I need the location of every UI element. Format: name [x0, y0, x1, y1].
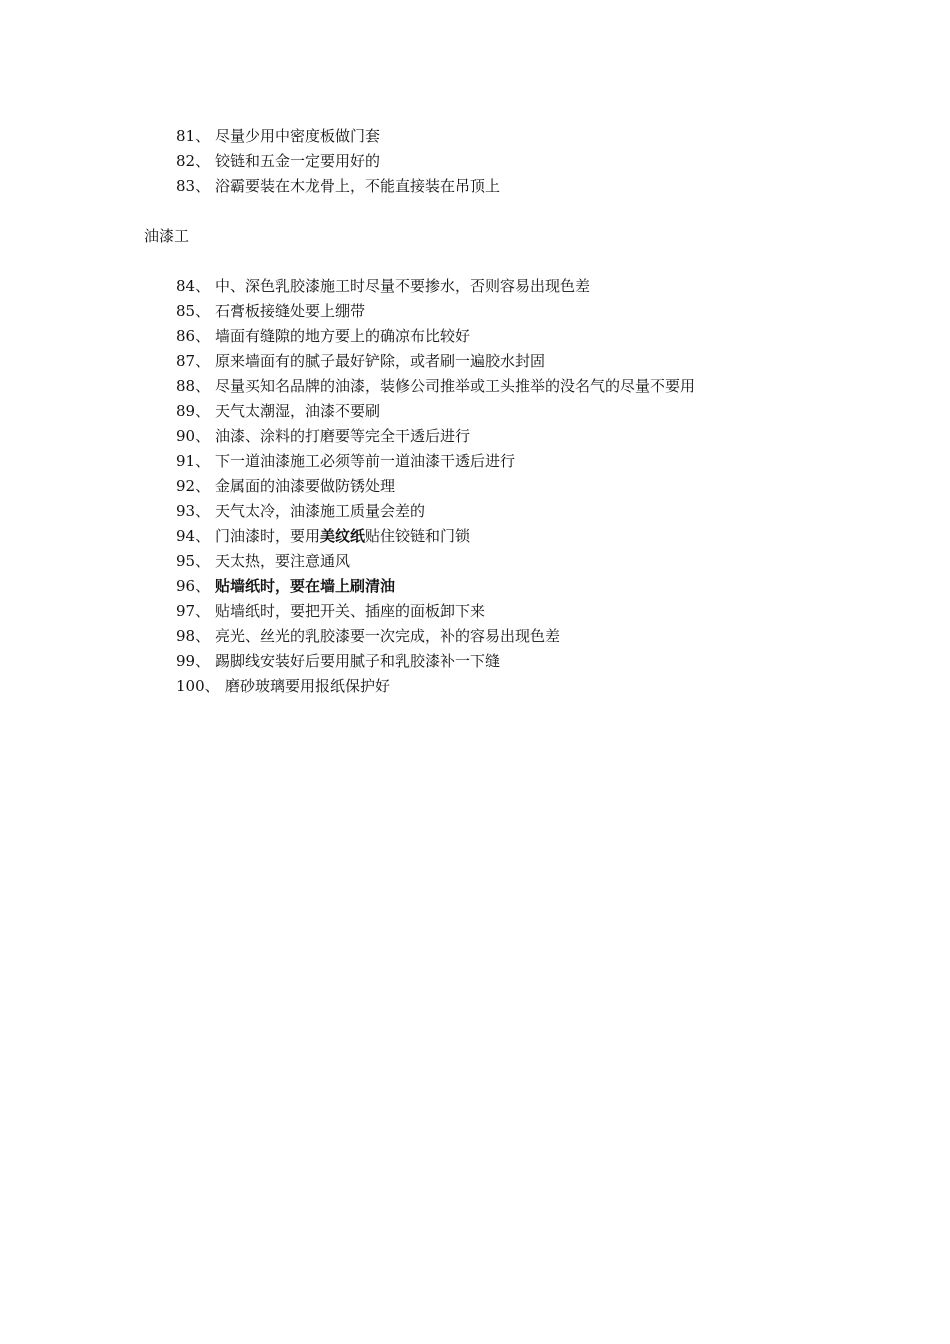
list-item [0, 499, 950, 524]
item-text: 墙面有缝隙的地方要上的确凉布比较好 [215, 327, 471, 345]
item-number: 98、 [176, 627, 211, 645]
item-text-bold: 美纹纸 [320, 527, 366, 545]
list-item [0, 424, 950, 449]
item-number: 94、 [176, 527, 211, 545]
list-item [0, 299, 950, 324]
item-text: 尽量少用中密度板做门套 [215, 127, 381, 145]
item-text: 中、深色乳胶漆施工时尽量不要掺水，否则容易出现色差 [215, 277, 591, 295]
list-item [0, 649, 950, 674]
item-number: 83、 [176, 177, 211, 195]
item-number: 96、 [176, 577, 211, 595]
item-number: 87、 [176, 352, 211, 370]
list-item [0, 599, 950, 624]
item-text: 浴霸要装在木龙骨上，不能直接装在吊顶上 [215, 177, 501, 195]
item-number: 99、 [176, 652, 211, 670]
item-number: 89、 [176, 402, 211, 420]
list-item [0, 574, 950, 599]
item-number: 88、 [176, 377, 211, 395]
list-item [0, 324, 950, 349]
item-text-part: 贴住铰链和门锁 [365, 527, 471, 545]
item-number: 92、 [176, 477, 211, 495]
tips-list-painting [0, 274, 950, 699]
list-item [0, 474, 950, 499]
item-number: 91、 [176, 452, 211, 470]
item-text: 天太热，要注意通风 [215, 552, 351, 570]
item-text [215, 524, 470, 549]
item-text: 铰链和五金一定要用好的 [215, 152, 381, 170]
list-item [0, 399, 950, 424]
item-number: 97、 [176, 602, 211, 620]
item-number: 90、 [176, 427, 211, 445]
item-text: 原来墙面有的腻子最好铲除，或者刷一遍胶水封固 [215, 352, 546, 370]
list-item [0, 174, 950, 199]
item-text: 石膏板接缝处要上绷带 [215, 302, 366, 320]
list-item [0, 349, 950, 374]
item-text: 金属面的油漆要做防锈处理 [215, 477, 396, 495]
item-text: 油漆、涂料的打磨要等完全干透后进行 [215, 427, 471, 445]
item-number: 85、 [176, 302, 211, 320]
tips-list-carpentry [0, 124, 950, 199]
item-number: 100、 [176, 677, 220, 695]
item-number: 95、 [176, 552, 211, 570]
item-text: 下一道油漆施工必须等前一道油漆干透后进行 [215, 452, 516, 470]
list-item [0, 449, 950, 474]
item-number: 81、 [176, 127, 211, 145]
item-text: 磨砂玻璃要用报纸保护好 [225, 677, 391, 695]
list-item [0, 149, 950, 174]
item-text: 踢脚线安装好后要用腻子和乳胶漆补一下缝 [215, 652, 501, 670]
item-number: 84、 [176, 277, 211, 295]
item-text: 亮光、丝光的乳胶漆要一次完成，补的容易出现色差 [215, 627, 561, 645]
item-text: 贴墙纸时，要把开关、插座的面板卸下来 [215, 602, 486, 620]
list-item [0, 374, 950, 399]
list-item [0, 674, 950, 699]
item-number: 93、 [176, 502, 211, 520]
item-text: 天气太冷，油漆施工质量会差的 [215, 502, 426, 520]
item-text: 天气太潮湿，油漆不要刷 [215, 402, 381, 420]
list-item [0, 549, 950, 574]
item-text-part: 门油漆时，要用 [215, 527, 321, 545]
list-item [0, 524, 950, 549]
list-item [0, 624, 950, 649]
item-text: 尽量买知名品牌的油漆，装修公司推举或工头推举的没名气的尽量不要用 [215, 377, 696, 395]
item-number: 86、 [176, 327, 211, 345]
list-item [0, 274, 950, 299]
item-text-bold: 贴墙纸时，要在墙上刷清油 [215, 577, 396, 595]
section-heading-painting: 油漆工 [144, 227, 190, 245]
item-number: 82、 [176, 152, 211, 170]
list-item [0, 124, 950, 149]
